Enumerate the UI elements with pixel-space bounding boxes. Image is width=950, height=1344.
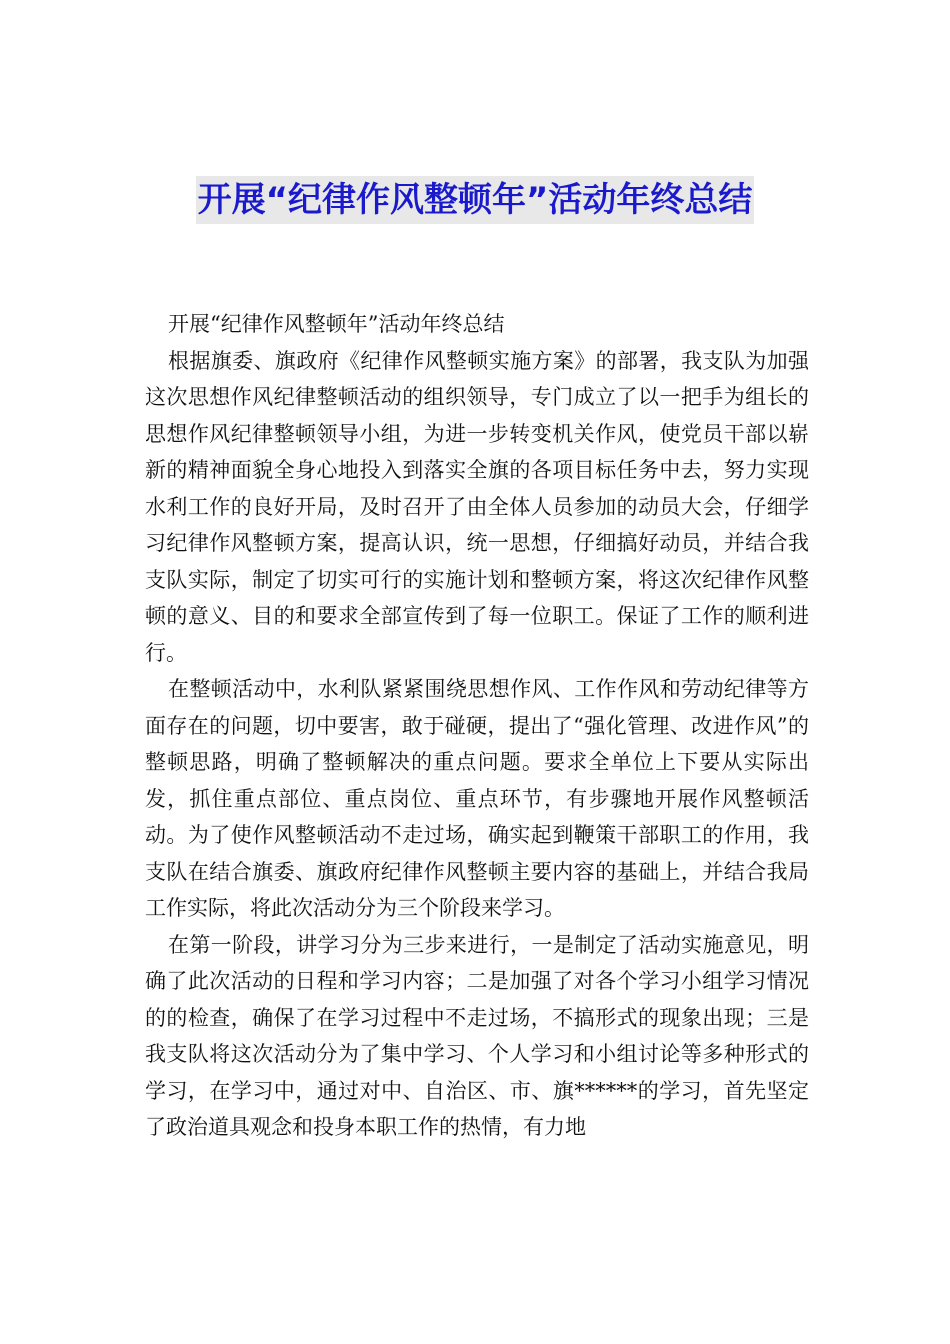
paragraph: 在整顿活动中，水利队紧紧围绕思想作风、工作作风和劳动纪律等方面存在的问题，切中要害，敢于碰硬，提出了“强化管理、改进作风”的整顿思路，明确了整顿解决的重点问题。要求全单位上下要从实际出发，抓住重点部位、重点岗位、重点环节，有步骤地开展作风整顿活动。为了使作风整顿活动不走过场，确实起到鞭策干部职工的作用，我支队在结合旗委、旗政府纪律作风整顿主要内容的基础上，并结合我局工作实际，将此次活动分为三个阶段来学习。 [145,677,809,920]
document-title-text: 开展“纪律作风整顿年”活动年终总结 [196,176,755,224]
paragraph: 在第一阶段，讲学习分为三步来进行，一是制定了活动实施意见，明确了此次活动的日程和学习内容；二是加强了对各个学习小组学习情况的的检查，确保了在学习过程中不走过场，不搞形式的现象出现；三是我支队将这次活动分为了集中学习、个人学习和小组讨论等多种形式的学习，在学习中，通过对中、自治区、市、旗******的学习，首先坚定了政治道具观念和投身本职工作的热情，有力地 [145,932,809,1139]
paragraph: 根据旗委、旗政府《纪律作风整顿实施方案》的部署，我支队为加强这次思想作风纪律整顿活动的组织领导，专门成立了以一把手为组长的思想作风纪律整顿领导小组，为进一步转变机关作风，使党员干部以崭新的精神面貌全身心地投入到落实全旗的各项目标任务中去，努力实现水利工作的良好开局，及时召开了由全体人员参加的动员大会，仔细学习纪律作风整顿方案，提高认识，统一思想，仔细搞好动员，并结合我支队实际，制定了切实可行的实施计划和整顿方案，将这次纪律作风整顿的意义、目的和要求全部宣传到了每一位职工。保证了工作的顺利进行。 [145,348,809,665]
document-title [0,176,950,224]
document-body [145,306,809,1146]
document-subtitle: 开展“纪律作风整顿年”活动年终总结 [168,312,505,336]
